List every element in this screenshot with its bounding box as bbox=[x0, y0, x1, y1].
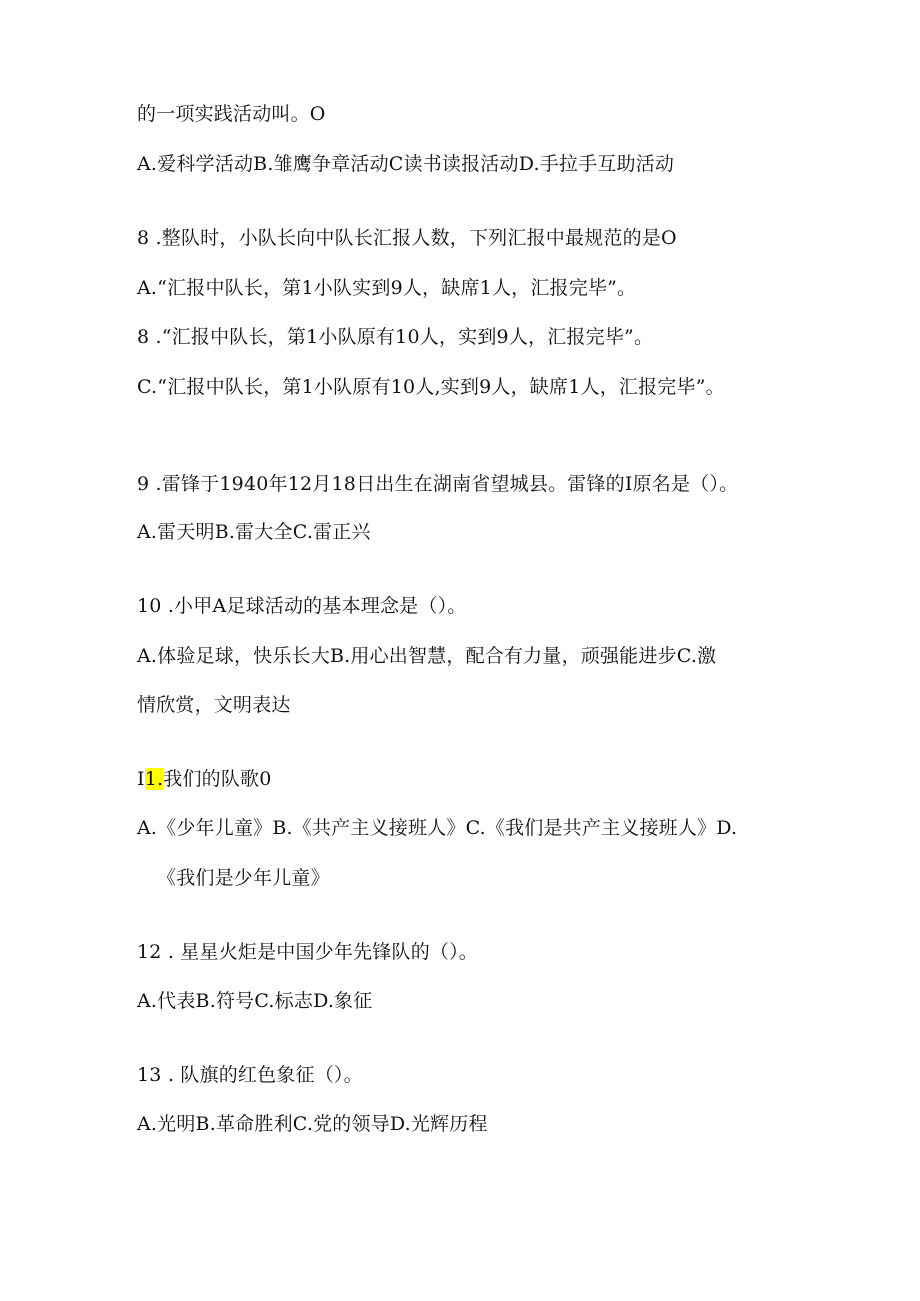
question-8-option-c: C.“汇报中队长，第1小队原有10人,实到9人，缺席1人，汇报完毕”。 bbox=[137, 376, 725, 398]
question-7-stem-tail: 的一项实践活动叫。O bbox=[137, 103, 326, 125]
question-12-stem: 12 . 星星火炬是中国少年先锋队的（）。 bbox=[137, 941, 478, 963]
question-11-number-prefix: I bbox=[137, 768, 145, 790]
question-8-option-a: A.“汇报中队长，第1小队实到9人，缺席1人，汇报完毕”。 bbox=[137, 277, 637, 299]
question-13-stem: 13 . 队旗的红色象征（）。 bbox=[137, 1064, 363, 1086]
highlighted-number: 1. bbox=[144, 768, 164, 790]
question-9-options: A.雷天明B.雷大全C.雷正兴 bbox=[137, 521, 371, 543]
question-11-stem bbox=[137, 766, 272, 792]
question-8-option-b: 8 .“汇报中队长，第1小队原有10人，实到9人，汇报完毕”。 bbox=[137, 326, 654, 348]
question-9-stem: 9 .雷锋于1940年12月18日出生在湖南省望城县。雷锋的I原名是（）。 bbox=[137, 473, 739, 495]
question-11-options-continued: 《我们是少年儿童》 bbox=[157, 867, 330, 889]
question-10-options: A.体验足球，快乐长大B.用心出智慧，配合有力量，顽强能进步C.激 bbox=[137, 645, 717, 667]
question-7-options: A.爱科学活动B.雏鹰争章活动C读书读报活动D.手拉手互助活动 bbox=[137, 153, 675, 175]
question-11-text: 我们的队歌0 bbox=[163, 768, 272, 790]
question-11-options: A.《少年儿童》B.《共产主义接班人》C.《我们是共产主义接班人》D. bbox=[137, 817, 738, 839]
question-12-options: A.代表B.符号C.标志D.象征 bbox=[137, 990, 373, 1012]
question-10-options-continued: 情欣赏，文明表达 bbox=[137, 694, 291, 716]
question-8-stem: 8 .整队时，小队长向中队长汇报人数，下列汇报中最规范的是O bbox=[137, 227, 677, 249]
question-10-stem: 10 .小甲A足球活动的基本理念是（）。 bbox=[137, 595, 467, 617]
question-13-options: A.光明B.革命胜利C.党的领导D.光辉历程 bbox=[137, 1113, 488, 1135]
